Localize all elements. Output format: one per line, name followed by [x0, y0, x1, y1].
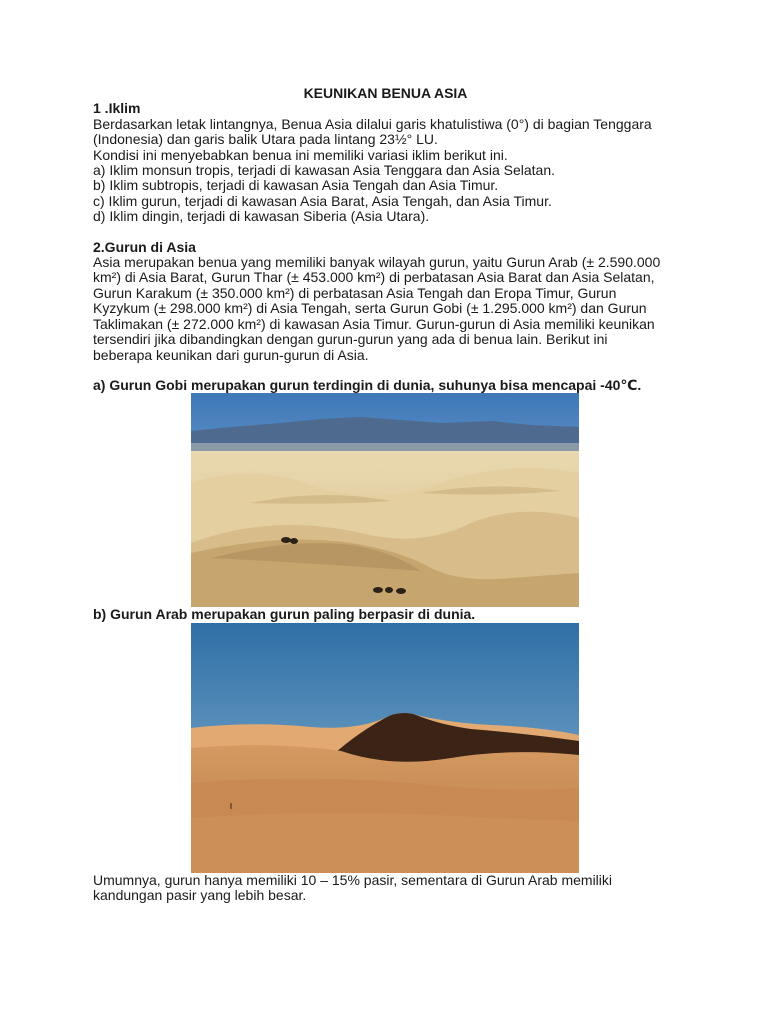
- section-1-line: (Indonesia) dan garis balik Utara pada lintang 23½° LU.: [93, 131, 438, 148]
- section-2-line: beberapa keunikan dari gurun-gurun di Asia.: [93, 346, 369, 363]
- section-1-line: d) Iklim dingin, terjadi di kawasan Siberia (Asia Utara).: [93, 208, 430, 225]
- section-2-line: km²) di Asia Barat, Gurun Thar (± 453.000 km²) di perbatasan Asia Barat dan Asia Selatan,: [93, 269, 655, 286]
- section-1-line: b) Iklim subtropis, terjadi di kawasan Asia Tengah dan Asia Timur.: [93, 177, 499, 194]
- section-2-line: Taklimakan (± 272.000 km²) di kawasan Asia Timur. Gurun-gurun di Asia memiliki keunikan: [93, 315, 655, 332]
- arab-caption: b) Gurun Arab merupakan gurun paling berpasir di dunia.: [93, 606, 476, 623]
- closing-line: Umumnya, gurun hanya memiliki 10 – 15% pasir, sementara di Gurun Arab memiliki: [93, 871, 613, 888]
- closing-line: kandungan pasir yang lebih besar.: [93, 887, 307, 904]
- gobi-desert-photo: [191, 393, 579, 607]
- section-1-line: a) Iklim monsun tropis, terjadi di kawasan Asia Tenggara dan Asia Selatan.: [93, 162, 555, 179]
- section-1-line: Kondisi ini menyebabkan benua ini memiliki variasi iklim berikut ini.: [93, 146, 508, 163]
- page-title: KEUNIKAN BENUA ASIA: [303, 85, 468, 101]
- section-2-line: Kyzykum (± 298.000 km²) di Asia Tengah, serta Gurun Gobi (± 1.295.000 km²) dan Gurun: [93, 300, 647, 317]
- section-2-line: Gurun Karakum (± 350.000 km²) di perbatasan Asia Tengah dan Eropa Timur, Gurun: [93, 284, 617, 301]
- section-1-line: Berdasarkan letak lintangnya, Benua Asia dilalui garis khatulistiwa (0°) di bagian Tenggara: [93, 115, 652, 132]
- section-2-heading: 2.Gurun di Asia: [93, 238, 196, 255]
- section-2-line: Asia merupakan benua yang memiliki banyak wilayah gurun, yaitu Gurun Arab (± 2.590.000: [93, 254, 661, 271]
- section-1-line: c) Iklim gurun, terjadi di kawasan Asia Barat, Asia Tengah, dan Asia Timur.: [93, 192, 552, 209]
- arabian-desert-photo: [191, 623, 579, 873]
- section-2-line: tersendiri jika dibandingkan dengan gurun-gurun yang ada di benua lain. Berikut ini: [93, 331, 608, 348]
- section-1-heading: 1 .Iklim: [93, 100, 141, 117]
- document-page: [93, 86, 693, 904]
- gobi-caption: a) Gurun Gobi merupakan gurun terdingin di dunia, suhunya bisa mencapai -40℃.: [93, 376, 642, 393]
